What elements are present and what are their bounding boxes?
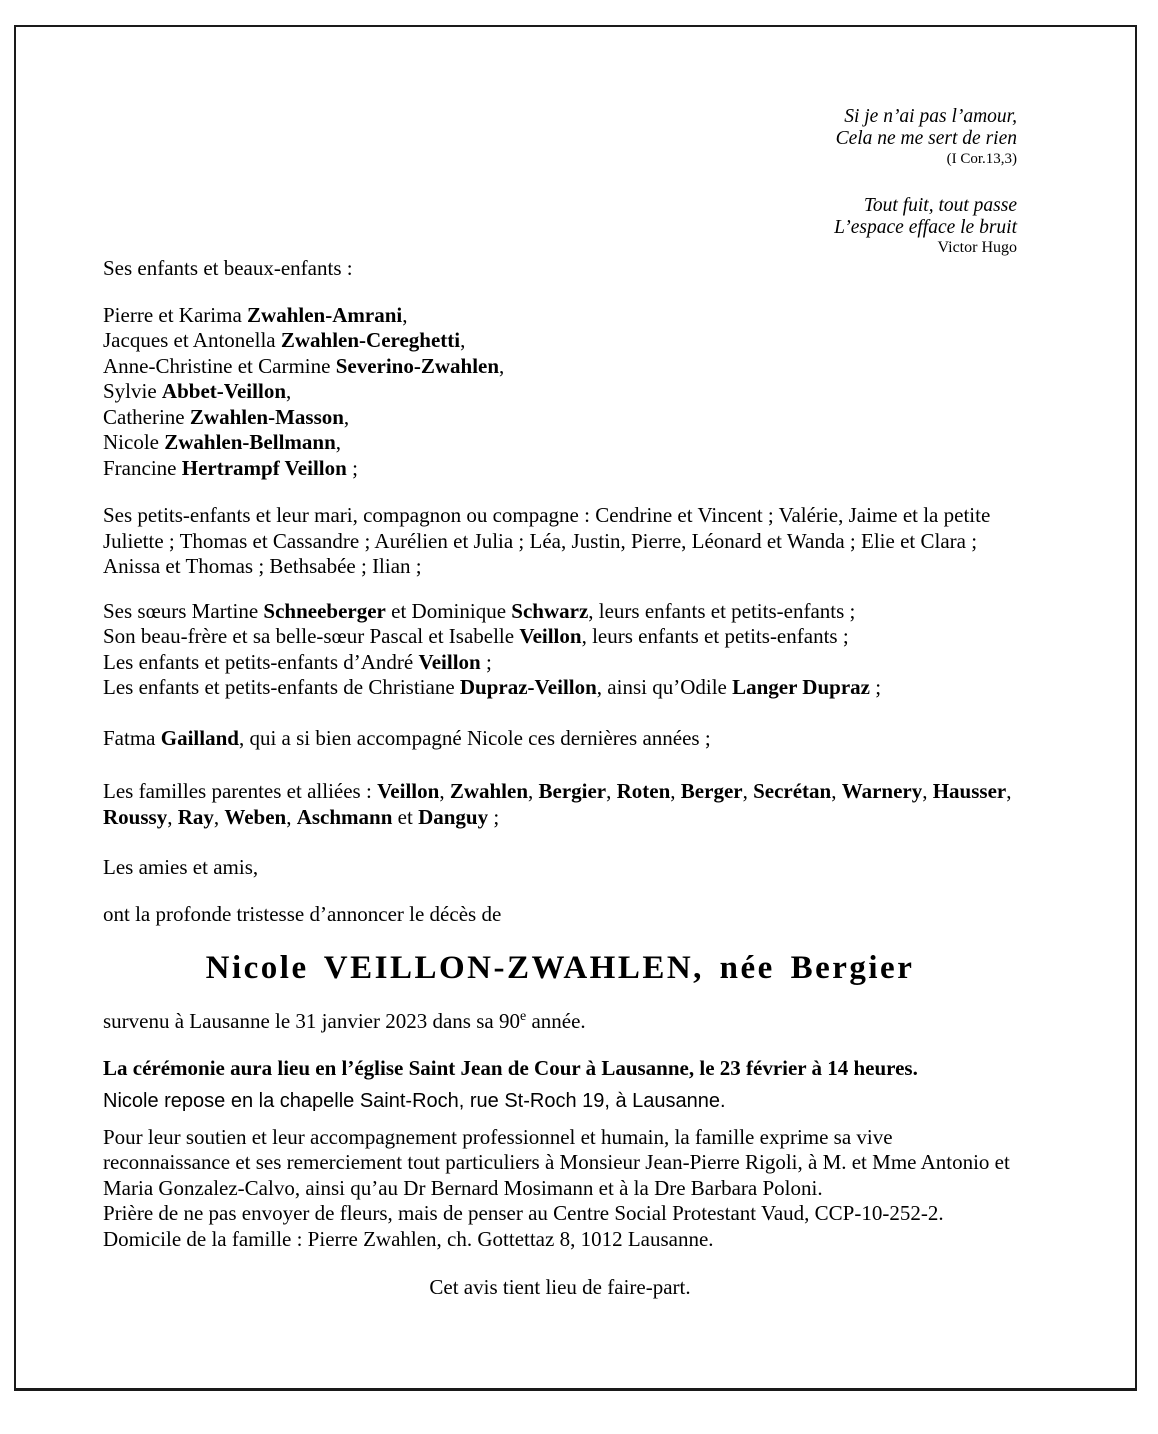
quote-line: Tout fuit, tout passe: [863, 195, 1017, 216]
list-item: Nicole Zwahlen-Bellmann,: [103, 430, 342, 454]
quote-line: L’espace efface le bruit: [834, 217, 1017, 238]
siblings-block: [103, 599, 1017, 701]
page-border: [14, 25, 1137, 1391]
list-item: Jacques et Antonella Zwahlen-Cereghetti,: [103, 328, 466, 352]
list-item: Ses sœurs Martine Schneeberger et Dominique Schwarz, leurs enfants et petits-enfants ;: [103, 598, 856, 623]
caregiver-paragraph: Fatma Gailland, qui a si bien accompagné Nicole ces dernières années ;: [103, 725, 711, 750]
opening-quote-hugo: [103, 195, 1017, 256]
list-item: Catherine Zwahlen-Masson,: [103, 404, 350, 429]
flowers-line: Prière de ne pas envoyer de fleurs, mais de penser au Centre Social Protestant Vaud, CCP-10-252-2.: [103, 1201, 944, 1225]
list-item: Pierre et Karima Zwahlen-Amrani,: [103, 302, 408, 327]
related-families-paragraph: Les familles parentes et alliées : Veillon, Zwahlen, Bergier, Roten, Berger, Secrétan, Warnery, Hausser, Roussy, Ray, Weben, Aschmann et Danguy ;: [103, 779, 1012, 829]
list-item: Francine Hertrampf Veillon ;: [103, 455, 358, 480]
quote-source: (I Cor.13,3): [946, 151, 1017, 167]
family-home-line: Domicile de la famille : Pierre Zwahlen, ch. Gottettaz 8, 1012 Lausanne.: [103, 1226, 714, 1251]
quote-line: Si je n’ai pas l’amour,: [844, 106, 1017, 127]
grandchildren-paragraph: Ses petits-enfants et leur mari, compagnon ou compagne : Cendrine et Vincent ; Valérie, Jaime et la petite Juliette ; Thomas et Cassandre ; Aurélien et Julia ; Léa, Justin, Pierre, Léonard et Wanda ; Elie et Clara ; Anissa et Thomas ; Bethsabée ; Ilian ;: [103, 503, 991, 578]
children-list: [103, 303, 1017, 482]
death-details-line: survenu à Lausanne le 31 janvier 2023 dans sa 90e année.: [103, 1009, 586, 1033]
list-item: Les enfants et petits-enfants de Christiane Dupraz-Veillon, ainsi qu’Odile Langer Dupraz ;: [103, 675, 882, 699]
opening-quote-scripture: [103, 106, 1017, 168]
closing-notice: Cet avis tient lieu de faire-part.: [429, 1275, 691, 1299]
family-intro: Ses enfants et beaux-enfants :: [103, 256, 353, 280]
list-item: Anne-Christine et Carmine Severino-Zwahlen,: [103, 353, 505, 378]
ceremony-line: La cérémonie aura lieu en l’église Saint Jean de Cour à Lausanne, le 23 février à 14 heures.: [103, 1055, 918, 1080]
announcement-lead: ont la profonde tristesse d’annoncer le décès de: [103, 901, 502, 926]
thanks-paragraph: Pour leur soutien et leur accompagnement professionnel et humain, la famille exprime sa vive reconnaissance et ses remerciement tout particuliers à Monsieur Jean-Pierre Rigoli, à M. et Mme Antonio et Maria Gonzalez-Calvo, ainsi qu’au Dr Bernard Mosimann et à la Dre Barbara Poloni.: [103, 1124, 1010, 1200]
list-item: Les enfants et petits-enfants d’André Veillon ;: [103, 649, 492, 674]
deceased-name-title: Nicole VEILLON-ZWAHLEN, née Bergier: [205, 950, 915, 986]
friends-line: Les amies et amis,: [103, 855, 259, 879]
list-item: Sylvie Abbet-Veillon,: [103, 379, 292, 403]
page-content: [16, 27, 1135, 1301]
quote-source: Victor Hugo: [937, 239, 1017, 256]
list-item: Son beau-frère et sa belle-sœur Pascal et Isabelle Veillon, leurs enfants et petits-enfants ;: [103, 624, 849, 648]
repose-line: Nicole repose en la chapelle Saint-Roch, rue St-Roch 19, à Lausanne.: [103, 1090, 726, 1112]
quote-line: Cela ne me sert de rien: [835, 128, 1017, 149]
